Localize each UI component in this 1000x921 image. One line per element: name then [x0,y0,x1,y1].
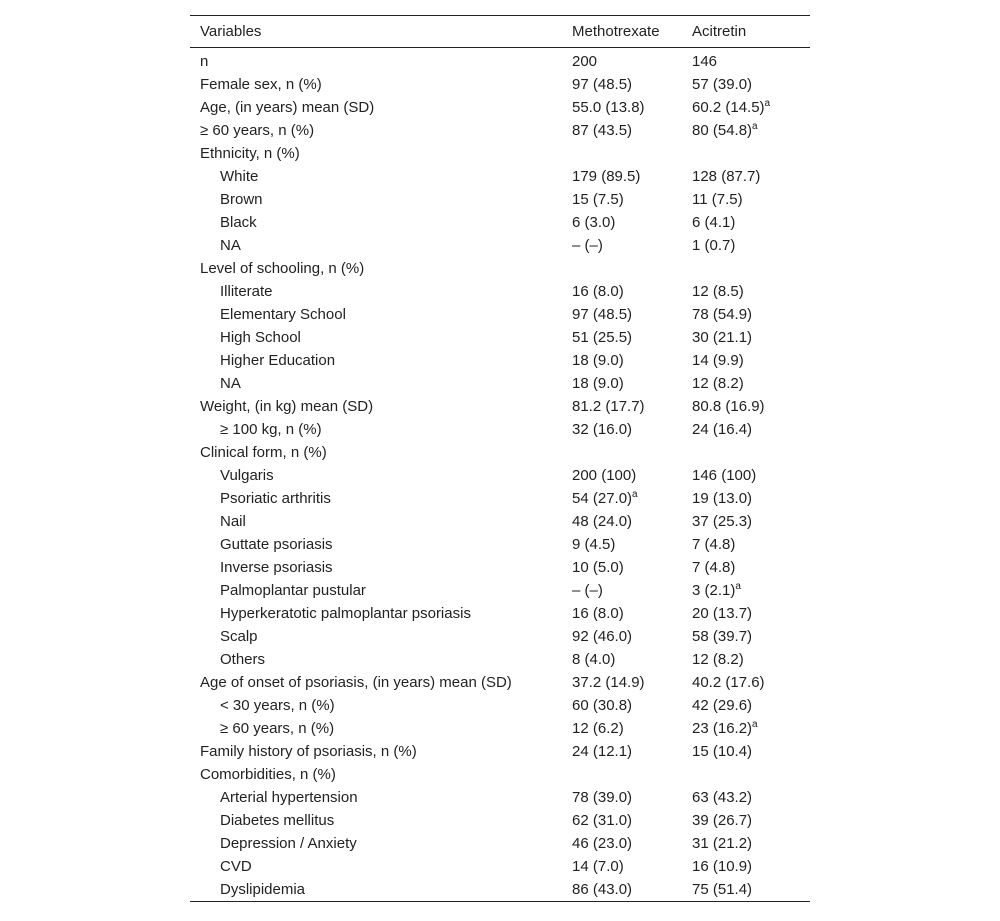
acitretin-value [692,605,810,622]
table-row [190,878,810,901]
methotrexate-value [572,605,692,622]
acitretin-value-text: 12 (8.2) [692,375,744,392]
acitretin-value [692,628,810,645]
row-label: Elementary School [220,306,346,323]
acitretin-value [692,559,810,576]
methotrexate-value-text: 78 (39.0) [572,789,633,806]
methotrexate-value-text: 86 (43.0) [572,881,633,898]
row-label: Female sex, n (%) [200,76,322,93]
methotrexate-value-text: 15 (7.5) [572,191,624,208]
table-row [190,740,810,763]
methotrexate-value-text: 16 (8.0) [572,283,624,300]
acitretin-value-text: 12 (8.5) [692,283,744,300]
acitretin-value-text: 20 (13.7) [692,605,753,622]
row-label: Weight, (in kg) mean (SD) [200,398,374,415]
methotrexate-value-text: 60 (30.8) [572,697,633,714]
table-row [190,786,810,809]
row-label: Level of schooling, n (%) [200,260,365,277]
table-row [190,579,810,602]
methotrexate-value-text: 51 (25.5) [572,329,633,346]
methotrexate-value-text: 18 (9.0) [572,375,624,392]
acitretin-value-text: 31 (21.2) [692,835,753,852]
acitretin-value-text: 11 (7.5) [692,191,743,208]
acitretin-value-text: 146 (100) [692,467,757,484]
row-label: Family history of psoriasis, n (%) [200,743,417,760]
table-row [190,533,810,556]
row-label: < 30 years, n (%) [220,697,335,714]
table-row [190,464,810,487]
table-row [190,395,810,418]
methotrexate-value [572,99,692,116]
table-row [190,372,810,395]
table-row [190,671,810,694]
acitretin-value [692,352,810,369]
table-row [190,211,810,234]
significance-marker: a [752,121,758,132]
acitretin-value [692,398,810,415]
significance-marker: a [764,98,771,109]
row-label: NA [220,375,241,392]
methotrexate-value [572,720,692,737]
acitretin-value-text: 37 (25.3) [692,513,753,530]
acitretin-value-text: 3 (2.1) [692,582,736,599]
methotrexate-value [572,812,692,829]
row-label: Psoriatic arthritis [220,490,331,507]
methotrexate-value [572,168,692,185]
acitretin-value [692,582,810,599]
baseline-characteristics-table [190,15,810,902]
methotrexate-value-text: 9 (4.5) [572,536,616,553]
acitretin-value-text: 78 (54.9) [692,306,753,323]
acitretin-value [692,76,810,93]
methotrexate-value [572,536,692,553]
methotrexate-value-text: 62 (31.0) [572,812,633,829]
table-row [190,142,810,165]
row-label: NA [220,237,241,254]
row-label: n [200,53,209,70]
acitretin-value-text: 40.2 (17.6) [692,674,765,691]
table-row [190,73,810,96]
methotrexate-value [572,76,692,93]
table-row [190,50,810,73]
acitretin-value [692,720,810,737]
methotrexate-value-text: 200 [572,53,598,70]
methotrexate-value [572,329,692,346]
table-row [190,418,810,441]
acitretin-value-text: 39 (26.7) [692,812,753,829]
methotrexate-value [572,398,692,415]
methotrexate-value [572,53,692,70]
methotrexate-value [572,467,692,484]
table-row [190,717,810,740]
row-label: Dyslipidemia [220,881,306,898]
table-row [190,165,810,188]
methotrexate-value [572,191,692,208]
acitretin-value [692,375,810,392]
methotrexate-value-text: 97 (48.5) [572,306,633,323]
table-row [190,556,810,579]
acitretin-value-text: 57 (39.0) [692,76,753,93]
acitretin-value-text: 128 (87.7) [692,168,761,185]
methotrexate-value-text: 81.2 (17.7) [572,398,645,415]
acitretin-value [692,168,810,185]
acitretin-value-text: 146 [692,53,718,70]
acitretin-value [692,53,810,70]
methotrexate-value-text: 55.0 (13.8) [572,99,645,116]
table-row [190,510,810,533]
acitretin-value-text: 80 (54.8) [692,122,753,139]
acitretin-value [692,789,810,806]
row-label: High School [220,329,301,346]
row-label: Inverse psoriasis [220,559,333,576]
methotrexate-value [572,306,692,323]
row-label: Depression / Anxiety [220,835,357,852]
row-label: White [220,168,259,185]
row-label: Ethnicity, n (%) [200,145,300,162]
acitretin-value-text: 1 (0.7) [692,237,736,254]
row-label: Clinical form, n (%) [200,444,327,461]
methotrexate-value-text: 12 (6.2) [572,720,624,737]
methotrexate-value-text: – (–) [572,582,603,599]
table-row [190,257,810,280]
row-label: Age of onset of psoriasis, (in years) mean (SD) [200,674,512,691]
row-label: Higher Education [220,352,336,369]
row-label: Arterial hypertension [220,789,358,806]
methotrexate-value-text: 8 (4.0) [572,651,616,668]
acitretin-value-text: 23 (16.2) [692,720,753,737]
significance-marker: a [752,719,758,730]
table-row [190,119,810,142]
row-label: CVD [220,858,252,875]
methotrexate-value-text: 48 (24.0) [572,513,633,530]
acitretin-value [692,237,810,254]
acitretin-value-text: 16 (10.9) [692,858,753,875]
acitretin-value-text: 60.2 (14.5) [692,99,765,116]
acitretin-value [692,329,810,346]
row-label: Vulgaris [220,467,274,484]
table-row [190,280,810,303]
row-label: Illiterate [220,283,273,300]
significance-marker: a [735,581,741,592]
table-row [190,809,810,832]
header-variables: Variables [200,23,262,40]
table-row [190,832,810,855]
row-label: ≥ 100 kg, n (%) [220,421,322,438]
row-label: Others [220,651,266,668]
methotrexate-value [572,421,692,438]
acitretin-value-text: 7 (4.8) [692,536,736,553]
acitretin-value [692,674,810,691]
methotrexate-value [572,835,692,852]
table-row [190,234,810,257]
header-acitretin: Acitretin [692,23,747,40]
methotrexate-value-text: 179 (89.5) [572,168,641,185]
acitretin-value-text: 24 (16.4) [692,421,753,438]
methotrexate-value [572,628,692,645]
table-row [190,855,810,878]
acitretin-value [692,191,810,208]
acitretin-value-text: 58 (39.7) [692,628,753,645]
row-label: Comorbidities, n (%) [200,766,336,783]
row-label: Brown [220,191,263,208]
table-header [190,16,810,48]
acitretin-value [692,467,810,484]
methotrexate-value-text: 6 (3.0) [572,214,616,231]
table-row [190,96,810,119]
acitretin-value [692,858,810,875]
methotrexate-value [572,582,692,599]
methotrexate-value-text: 14 (7.0) [572,858,624,875]
acitretin-value [692,697,810,714]
table-row [190,648,810,671]
row-label: Diabetes mellitus [220,812,335,829]
acitretin-value [692,835,810,852]
methotrexate-value [572,559,692,576]
acitretin-value-text: 75 (51.4) [692,881,753,898]
methotrexate-value [572,214,692,231]
methotrexate-value-text: 97 (48.5) [572,76,633,93]
table-body [190,50,810,901]
table-row [190,349,810,372]
acitretin-value [692,421,810,438]
table-row [190,763,810,786]
acitretin-value [692,812,810,829]
methotrexate-value [572,881,692,898]
acitretin-value-text: 6 (4.1) [692,214,736,231]
acitretin-value [692,306,810,323]
methotrexate-value [572,743,692,760]
methotrexate-value [572,375,692,392]
acitretin-value-text: 42 (29.6) [692,697,753,714]
methotrexate-value-text: 24 (12.1) [572,743,633,760]
acitretin-value [692,651,810,668]
acitretin-value [692,743,810,760]
acitretin-value [692,214,810,231]
row-label: Palmoplantar pustular [220,582,366,599]
acitretin-value [692,490,810,507]
row-label: Age, (in years) mean (SD) [200,99,375,116]
acitretin-value [692,881,810,898]
methotrexate-value [572,237,692,254]
row-label: Guttate psoriasis [220,536,333,553]
methotrexate-value-text: 87 (43.5) [572,122,633,139]
header-methotrexate: Methotrexate [572,23,660,40]
methotrexate-value [572,858,692,875]
table-row [190,602,810,625]
table-row [190,188,810,211]
methotrexate-value-text: 200 (100) [572,467,637,484]
table-row [190,326,810,349]
table-row [190,694,810,717]
methotrexate-value [572,513,692,530]
methotrexate-value-text: 92 (46.0) [572,628,633,645]
acitretin-value [692,122,810,139]
table-row [190,487,810,510]
methotrexate-value [572,697,692,714]
acitretin-value-text: 7 (4.8) [692,559,736,576]
methotrexate-value-text: 46 (23.0) [572,835,633,852]
acitretin-value-text: 80.8 (16.9) [692,398,765,415]
methotrexate-value-text: 16 (8.0) [572,605,624,622]
methotrexate-value-text: 18 (9.0) [572,352,624,369]
table-row [190,625,810,648]
methotrexate-value [572,674,692,691]
acitretin-value-text: 12 (8.2) [692,651,744,668]
acitretin-value-text: 30 (21.1) [692,329,753,346]
acitretin-value-text: 19 (13.0) [692,490,753,507]
acitretin-value-text: 14 (9.9) [692,352,744,369]
row-label: Black [220,214,257,231]
methotrexate-value-text: 32 (16.0) [572,421,633,438]
acitretin-value-text: 15 (10.4) [692,743,753,760]
row-label: ≥ 60 years, n (%) [220,720,335,737]
row-label: Scalp [220,628,258,645]
methotrexate-value [572,283,692,300]
acitretin-value [692,536,810,553]
methotrexate-value [572,490,692,507]
significance-marker: a [632,489,638,500]
acitretin-value [692,513,810,530]
table-row [190,441,810,464]
row-label: Hyperkeratotic palmoplantar psoriasis [220,605,471,622]
acitretin-value-text: 63 (43.2) [692,789,753,806]
methotrexate-value [572,789,692,806]
methotrexate-value-text: 54 (27.0) [572,490,633,507]
table-row [190,303,810,326]
methotrexate-value-text: 10 (5.0) [572,559,624,576]
methotrexate-value [572,651,692,668]
methotrexate-value [572,122,692,139]
acitretin-value [692,283,810,300]
row-label: Nail [220,513,246,530]
methotrexate-value-text: – (–) [572,237,603,254]
acitretin-value [692,99,810,116]
methotrexate-value-text: 37.2 (14.9) [572,674,645,691]
methotrexate-value [572,352,692,369]
row-label: ≥ 60 years, n (%) [200,122,315,139]
